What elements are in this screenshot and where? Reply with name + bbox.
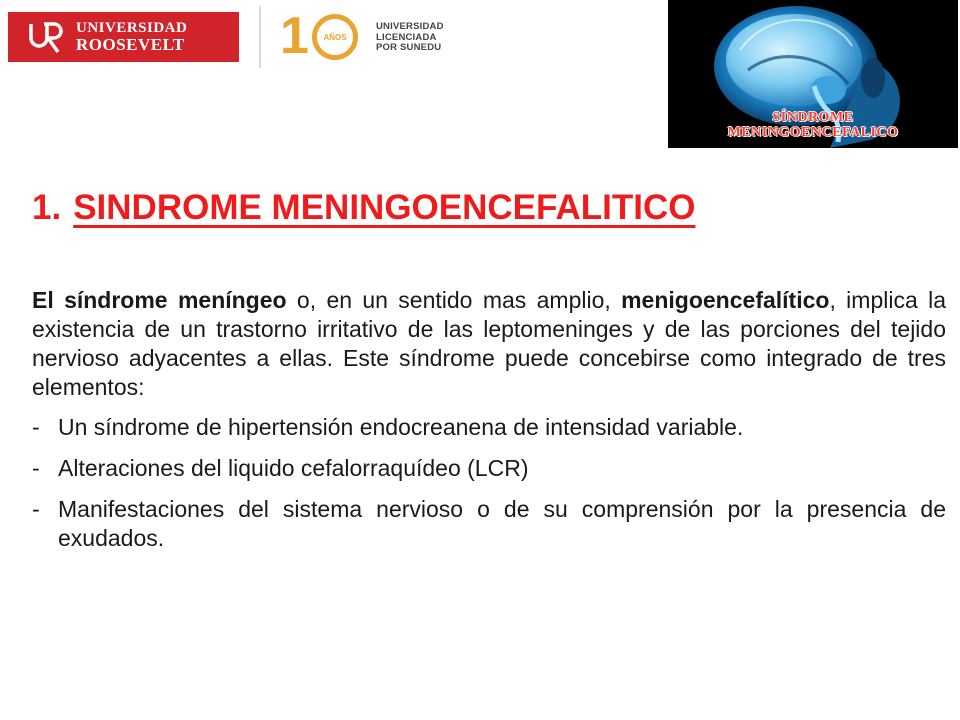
elements-list (32, 413, 946, 553)
university-logo-line1: UNIVERSIDAD (76, 19, 188, 36)
brain-image-caption (668, 110, 958, 140)
intro-text-1: o, en un sentido mas amplio, (286, 287, 622, 313)
university-logo (8, 12, 239, 62)
intro-paragraph (32, 286, 946, 402)
section-title (32, 188, 695, 228)
list-item (32, 413, 946, 442)
anniversary-number: 1 (280, 7, 307, 65)
list-dash: - (32, 414, 40, 440)
university-logo-line2: ROOSEVELT (76, 34, 185, 54)
license-line-2: LICENCIADA (376, 31, 437, 43)
intro-text-2: , implica la existencia de un trastorno irritativo de las leptomeninges y de las porciones del tejido nervioso adyacentes a ellas. Este síndrome puede concebirse como integrado de tres elementos: (32, 287, 946, 400)
license-line-1: UNIVERSIDAD (376, 21, 444, 32)
list-item-text: Manifestaciones del sistema nervioso o de su comprensión por la presencia de exudados. (58, 496, 946, 551)
brain-mri-image (668, 0, 958, 148)
list-item-text: Alteraciones del liquido cefalorraquídeo (LCR) (58, 455, 529, 481)
list-item-text: Un síndrome de hipertensión endocreanena de intensidad variable. (58, 414, 744, 440)
list-dash: - (32, 455, 40, 481)
license-line-3: POR SUNEDU (376, 42, 442, 53)
brain-caption-line2: MENINGOENCEFALICO (727, 125, 899, 140)
list-item (32, 495, 946, 553)
list-dash: - (32, 496, 40, 522)
anniversary-ring-icon (312, 14, 358, 60)
slide-body (32, 286, 946, 553)
ur-monogram-icon (28, 20, 68, 54)
header-divider (259, 6, 261, 68)
intro-bold-term-2: menigoencefalítico (621, 287, 830, 313)
brain-caption-line1: SÍNDROME (772, 110, 854, 125)
intro-bold-term-1: El síndrome meníngeo (32, 287, 287, 313)
anniversary-license-text (376, 22, 444, 54)
section-title-number: 1. (32, 188, 62, 227)
anniversary-years-label: AÑOS (323, 32, 347, 42)
list-item (32, 454, 946, 483)
anniversary-logo (280, 7, 480, 66)
section-title-text: SINDROME MENINGOENCEFALITICO (73, 188, 696, 227)
